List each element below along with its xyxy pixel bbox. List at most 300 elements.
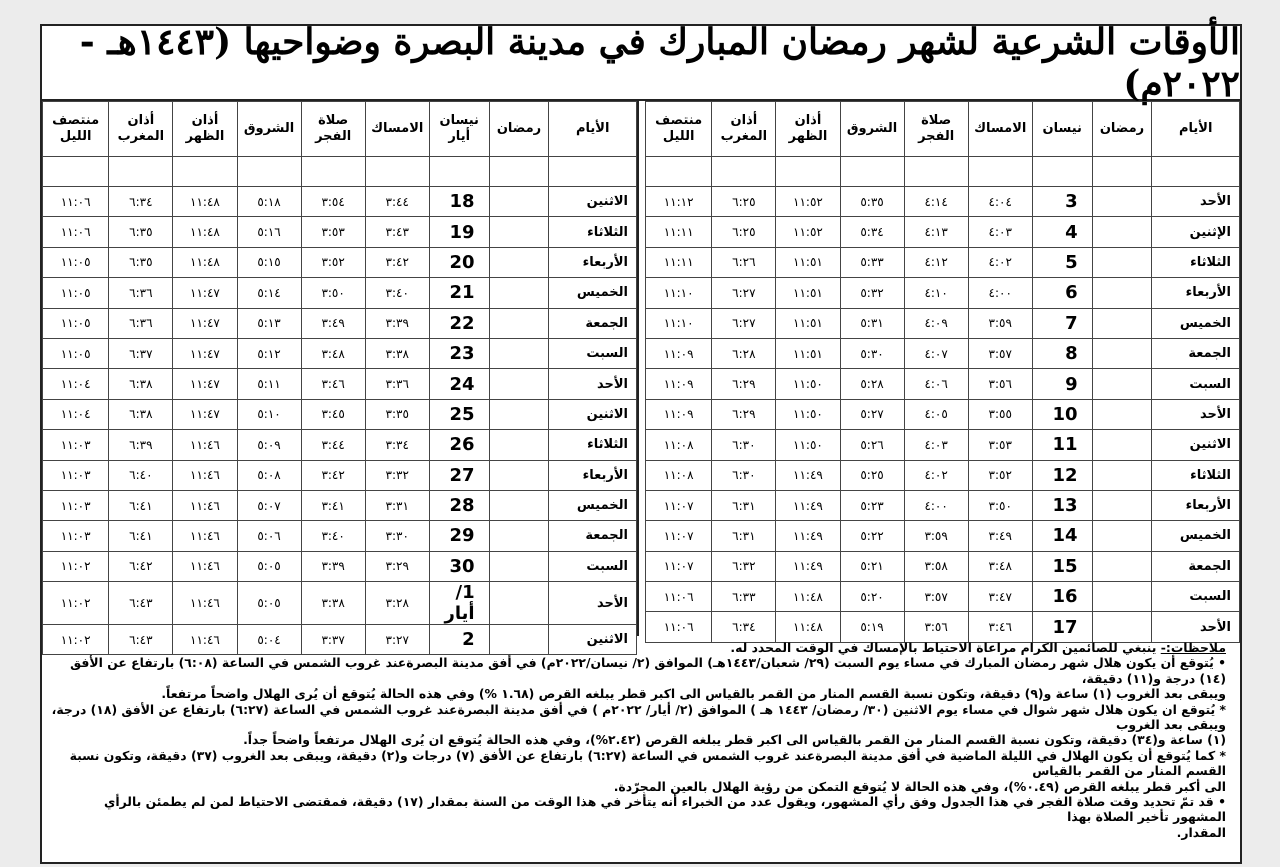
time-cell: ٣:٥٩ (904, 521, 968, 551)
date-cell: 25 (429, 399, 489, 429)
time-cell: ٣:٤٨ (301, 338, 365, 368)
ramadan-cell (489, 308, 549, 338)
time-cell: ١١:١١ (646, 217, 712, 247)
time-cell: ٣:٤٢ (365, 247, 429, 277)
time-cell: ٣:٥٣ (301, 217, 365, 247)
time-cell: ٦:٣٩ (109, 430, 173, 460)
right-table-header-8: منتصف الليل (646, 102, 712, 157)
time-cell: ١١:٠٥ (43, 338, 109, 368)
right-table-header-0: الأيام (1152, 102, 1240, 157)
table-cell (237, 157, 301, 187)
time-cell: ٦:٢٩ (712, 399, 776, 429)
time-cell: ١١:٠٧ (646, 551, 712, 581)
day-cell: الثلاثاء (1152, 247, 1240, 277)
time-cell: ٣:٥٠ (968, 490, 1032, 520)
notes-line-0: ينبغي للصائمين الكرام مراعاة الاحتياط بالإمساك في الوقت المحدد له. (730, 640, 1157, 655)
table-row (43, 187, 637, 217)
ramadan-cell (489, 187, 549, 217)
time-cell: ٦:٣٤ (712, 612, 776, 642)
left-table-header-7: أذان المغرب (109, 102, 173, 157)
time-cell: ٣:٥٢ (301, 247, 365, 277)
day-cell: الإثنين (1152, 217, 1240, 247)
time-cell: ٣:٥٦ (904, 612, 968, 642)
date-cell: 23 (429, 338, 489, 368)
time-cell: ٣:٤٧ (968, 582, 1032, 612)
left-table-body (43, 157, 637, 655)
table-cell (109, 157, 173, 187)
time-cell: ٦:٢٧ (712, 308, 776, 338)
time-cell: ١١:٠٣ (43, 460, 109, 490)
table-row (646, 338, 1240, 368)
time-cell: ١١:١٠ (646, 308, 712, 338)
table-cell (968, 157, 1032, 187)
table-row (646, 551, 1240, 581)
ramadan-cell (1092, 430, 1152, 460)
day-cell: الأربعاء (1152, 278, 1240, 308)
table-cell (43, 157, 109, 187)
table-row (646, 430, 1240, 460)
table-cell (840, 157, 904, 187)
time-cell: ١١:٤٩ (776, 551, 840, 581)
time-cell: ٣:٣١ (365, 490, 429, 520)
left-table-header-2: نيسان أيار (429, 102, 489, 157)
table-row (43, 278, 637, 308)
table-row (43, 399, 637, 429)
time-cell: ٥:٠٥ (237, 551, 301, 581)
left-table-header-row (43, 102, 637, 157)
date-cell: 29 (429, 521, 489, 551)
left-table-header-4: صلاة الفجر (301, 102, 365, 157)
date-cell: 9 (1032, 369, 1092, 399)
ramadan-cell (1092, 308, 1152, 338)
date-cell: 26 (429, 430, 489, 460)
table-row (646, 187, 1240, 217)
notes-line-6: الى أكبر قطر يبلغه القرص (٠.٤٩%)، وفي هذه الحالة لا يُتوقع التمكن من رؤية الهلال بالعين المجرّدة. (613, 778, 1226, 794)
time-cell: ١١:٤٧ (173, 399, 237, 429)
time-cell: ٦:٤١ (109, 490, 173, 520)
table-row (646, 612, 1240, 642)
ramadan-cell (1092, 278, 1152, 308)
day-cell: السبت (549, 338, 637, 368)
time-cell: ١١:٤٦ (173, 430, 237, 460)
time-cell: ٦:٢٩ (712, 369, 776, 399)
left-table-header-8: منتصف الليل (43, 102, 109, 157)
time-cell: ٤:٠٢ (968, 247, 1032, 277)
ramadan-cell (1092, 521, 1152, 551)
ramadan-cell (1092, 247, 1152, 277)
time-cell: ٦:٣٣ (712, 582, 776, 612)
time-cell: ٥:٠٥ (237, 582, 301, 625)
time-cell: ١١:٠٧ (646, 521, 712, 551)
ramadan-cell (489, 460, 549, 490)
table-row (646, 490, 1240, 520)
time-cell: ٥:١٣ (237, 308, 301, 338)
time-cell: ١١:٤٦ (173, 460, 237, 490)
time-cell: ٦:٣٥ (109, 217, 173, 247)
time-cell: ٦:٢٨ (712, 338, 776, 368)
table-cell (1092, 157, 1152, 187)
right-table-header-7: أذان المغرب (712, 102, 776, 157)
notes-section (42, 636, 1240, 840)
ramadan-cell (489, 521, 549, 551)
table-cell (489, 157, 549, 187)
time-cell: ٤:١٤ (904, 187, 968, 217)
table-row (43, 308, 637, 338)
time-cell: ١١:٠٤ (43, 399, 109, 429)
time-cell: ١١:٠٣ (43, 521, 109, 551)
time-cell: ٥:٠٨ (237, 460, 301, 490)
date-cell: 7 (1032, 308, 1092, 338)
time-cell: ٥:٣٠ (840, 338, 904, 368)
right-table-header-6: أذان الظهر (776, 102, 840, 157)
ramadan-cell (1092, 369, 1152, 399)
table-row (43, 625, 637, 655)
day-cell: السبت (1152, 369, 1240, 399)
day-cell: الجمعة (1152, 551, 1240, 581)
ramadan-cell (489, 399, 549, 429)
time-cell: ٣:٣٧ (301, 625, 365, 655)
table-row (646, 369, 1240, 399)
time-cell: ٣:٣٩ (301, 551, 365, 581)
date-cell: 5 (1032, 247, 1092, 277)
time-cell: ٣:٤٣ (365, 217, 429, 247)
notes-heading: ملاحظات:- (1160, 640, 1226, 655)
table-row (43, 490, 637, 520)
ramadan-cell (1092, 187, 1152, 217)
time-cell: ٣:٢٩ (365, 551, 429, 581)
table-cell (776, 157, 840, 187)
day-cell: الجمعة (1152, 338, 1240, 368)
time-cell: ٥:١٢ (237, 338, 301, 368)
time-cell: ١١:٤٨ (173, 247, 237, 277)
time-cell: ١١:٠٢ (43, 551, 109, 581)
time-cell: ٣:٢٧ (365, 625, 429, 655)
table-cell (429, 157, 489, 187)
time-cell: ١١:١١ (646, 247, 712, 277)
time-cell: ٥:١٦ (237, 217, 301, 247)
time-cell: ٥:١٨ (237, 187, 301, 217)
table-row (43, 551, 637, 581)
notes-line-2: ويبقى بعد الغروب (١) ساعة و(٩) دقيقة، وتكون نسبة القسم المنار من القمر بالقياس الى اكبر قطر يبلغه القرص (١.٦٨ %) وفي هذه الحالة يُتوقع أن يُرى الهلال واضحاً مرتفعاً. (161, 686, 1226, 702)
ramadan-cell (1092, 551, 1152, 581)
left-table-header-5: الشروق (237, 102, 301, 157)
date-cell: 27 (429, 460, 489, 490)
time-cell: ١١:٠٦ (43, 187, 109, 217)
time-cell: ٦:٣١ (712, 490, 776, 520)
day-cell: الاثنين (549, 625, 637, 655)
time-cell: ٥:١٠ (237, 399, 301, 429)
table-row (646, 278, 1240, 308)
right-table-header-row (646, 102, 1240, 157)
time-cell: ١١:٤٨ (776, 612, 840, 642)
time-cell: ٣:٥٠ (301, 278, 365, 308)
date-cell: 21 (429, 278, 489, 308)
day-cell: الجمعة (549, 521, 637, 551)
time-cell: ١١:٠٧ (646, 490, 712, 520)
date-cell: 22 (429, 308, 489, 338)
day-cell: الأحد (1152, 399, 1240, 429)
table-cell (365, 157, 429, 187)
time-cell: ٦:٣٢ (712, 551, 776, 581)
time-cell: ٥:١٥ (237, 247, 301, 277)
time-cell: ١١:٠٦ (43, 217, 109, 247)
ramadan-cell (489, 430, 549, 460)
time-cell: ٣:٤٠ (301, 521, 365, 551)
table-row (43, 217, 637, 247)
time-cell: ١١:٠٨ (646, 430, 712, 460)
right-table-blank-row (646, 157, 1240, 187)
time-cell: ١١:٠٢ (43, 582, 109, 625)
table-cell (1032, 157, 1092, 187)
notes-line-1: • يُتوقع أن يكون هلال شهر رمضان المبارك في مساء يوم السبت (٢٩/ شعبان/١٤٤٣هـ) الموافق (٢/ نيسان/٢٠٢٢م) في أفق مدينة البصرةعند غروب الشمس في الساعة (٦:٠٨) بارتفاع عن الأفق (١٤) درجة و(١١) دقيقة، (70, 655, 1226, 686)
time-cell: ١١:٤٩ (776, 521, 840, 551)
table-row (43, 460, 637, 490)
time-cell: ٦:٢٦ (712, 247, 776, 277)
time-cell: ٦:٤٢ (109, 551, 173, 581)
time-cell: ٦:٣٥ (109, 247, 173, 277)
table-row (646, 247, 1240, 277)
date-cell: 2 (429, 625, 489, 655)
table-row (646, 582, 1240, 612)
day-cell: الأربعاء (549, 247, 637, 277)
table-cell (173, 157, 237, 187)
ramadan-cell (1092, 217, 1152, 247)
time-cell: ٥:١٩ (840, 612, 904, 642)
time-cell: ١١:٤٨ (776, 582, 840, 612)
left-timetable (42, 101, 637, 655)
date-cell: 28 (429, 490, 489, 520)
time-cell: ٦:٣٧ (109, 338, 173, 368)
time-cell: ١١:٤٦ (173, 625, 237, 655)
time-cell: ٥:٣١ (840, 308, 904, 338)
time-cell: ١١:٥١ (776, 247, 840, 277)
time-cell: ٣:٣٨ (365, 338, 429, 368)
time-cell: ١١:١٢ (646, 187, 712, 217)
time-cell: ١١:٤٨ (173, 217, 237, 247)
ramadan-cell (489, 247, 549, 277)
notes-line-5: * كما يُتوقع أن يكون الهلال في الليلة الماضية في أفق مدينة البصرةعند غروب الشمس في الساعة (٦:٢٧) بارتفاع عن الأفق (٧) درجات و(٢) دقيقة، ويبقى بعد الغروب (٣٧) دقيقة، وتكون نسبة القسم المنار من القمر بالقياس (69, 747, 1226, 779)
time-cell: ١١:٤٧ (173, 369, 237, 399)
time-cell: ١١:٠٩ (646, 399, 712, 429)
time-cell: ٦:٤٣ (109, 582, 173, 625)
date-cell: 3 (1032, 187, 1092, 217)
ramadan-cell (1092, 490, 1152, 520)
time-cell: ٥:٢٢ (840, 521, 904, 551)
time-cell: ٦:٢٥ (712, 187, 776, 217)
time-cell: ٣:٤٩ (968, 521, 1032, 551)
time-cell: ١١:٤٧ (173, 338, 237, 368)
time-cell: ٣:٥٦ (968, 369, 1032, 399)
ramadan-cell (489, 278, 549, 308)
table-cell (1152, 157, 1240, 187)
time-cell: ٤:١٠ (904, 278, 968, 308)
ramadan-cell (489, 490, 549, 520)
time-cell: ١١:٤٦ (173, 582, 237, 625)
date-cell: 6 (1032, 278, 1092, 308)
time-cell: ١١:٠٣ (43, 430, 109, 460)
time-cell: ١١:٠٤ (43, 369, 109, 399)
time-cell: ٦:٢٥ (712, 217, 776, 247)
time-cell: ٣:٤٤ (301, 430, 365, 460)
time-cell: ٣:٥٩ (968, 308, 1032, 338)
right-table-header-2: نيسان (1032, 102, 1092, 157)
time-cell: ٥:٢٥ (840, 460, 904, 490)
notes-line-7: • قد تمّ تحديد وقت صلاة الفجر في هذا الجدول وفق رأي المشهور، ويقول عدد من الخبراء أنه يتأخر في هذا الوقت من السنة بمقدار (١٧) دقيقة، فمقتضى الاحتياط لمن لم يطمئن بالرأي المشهور تأخير الصلاة بهذا (104, 794, 1226, 825)
time-cell: ١١:٠٣ (43, 490, 109, 520)
time-cell: ٤:٠٢ (904, 460, 968, 490)
notes-line-4: (١) ساعة و(٣٤) دقيقة، وتكون نسبة القسم المنار من القمر بالقياس الى اكبر قطر يبلغه القرص (٢.٤٢%)، وفي هذه الحالة يُتوقع ان يُرى الهلال مرتفعاً واضحاً جداً. (243, 732, 1226, 748)
time-cell: ٦:٣٠ (712, 460, 776, 490)
date-cell: 20 (429, 247, 489, 277)
left-table-header-3: الامساك (365, 102, 429, 157)
time-cell: ١١:٠٢ (43, 625, 109, 655)
page-title: الأوقات الشرعية لشهر رمضان المبارك في مدينة البصرة وضواحيها (١٤٤٣هـ - ٢٠٢٢م) (42, 26, 1240, 101)
table-row (646, 521, 1240, 551)
table-cell (301, 157, 365, 187)
time-cell: ١١:٥١ (776, 338, 840, 368)
time-cell: ٥:٣٤ (840, 217, 904, 247)
ramadan-cell (489, 582, 549, 625)
time-cell: ٥:٠٤ (237, 625, 301, 655)
ramadan-cell (1092, 612, 1152, 642)
day-cell: الخميس (1152, 521, 1240, 551)
day-cell: السبت (549, 551, 637, 581)
date-cell: 30 (429, 551, 489, 581)
time-cell: ٣:٣٤ (365, 430, 429, 460)
time-cell: ٤:٠٠ (968, 278, 1032, 308)
time-cell: ١١:٠٥ (43, 308, 109, 338)
left-table-header-6: أذان الظهر (173, 102, 237, 157)
time-cell: ٦:٤١ (109, 521, 173, 551)
time-cell: ١١:٤٨ (173, 187, 237, 217)
time-cell: ٣:٤٩ (301, 308, 365, 338)
ramadan-cell (1092, 582, 1152, 612)
time-cell: ٥:٢٠ (840, 582, 904, 612)
table-cell (646, 157, 712, 187)
table-cell (712, 157, 776, 187)
time-cell: ٣:٤٠ (365, 278, 429, 308)
schedule-sheet (40, 20, 1242, 864)
time-cell: ١١:٠٩ (646, 338, 712, 368)
day-cell: الأحد (1152, 612, 1240, 642)
time-cell: ٦:٣٠ (712, 430, 776, 460)
ramadan-cell (1092, 460, 1152, 490)
time-cell: ٦:٣٨ (109, 369, 173, 399)
time-cell: ٤:٠٩ (904, 308, 968, 338)
time-cell: ٥:١١ (237, 369, 301, 399)
date-cell: 10 (1032, 399, 1092, 429)
table-row (43, 369, 637, 399)
time-cell: ٤:٠٣ (904, 430, 968, 460)
right-table-header-1: رمضان (1092, 102, 1152, 157)
date-cell: 15 (1032, 551, 1092, 581)
time-cell: ٦:٤٠ (109, 460, 173, 490)
time-cell: ٣:٣٠ (365, 521, 429, 551)
day-cell: الجمعة (549, 308, 637, 338)
time-cell: ٣:٥٣ (968, 430, 1032, 460)
day-cell: السبت (1152, 582, 1240, 612)
time-cell: ١١:٠٥ (43, 247, 109, 277)
right-table-body (646, 157, 1240, 643)
time-cell: ٣:٥٧ (904, 582, 968, 612)
table-row (43, 430, 637, 460)
time-cell: ٥:٣٥ (840, 187, 904, 217)
time-cell: ١١:١٠ (646, 278, 712, 308)
ramadan-cell (489, 338, 549, 368)
time-cell: ٥:٣٣ (840, 247, 904, 277)
time-cell: ١١:٤٦ (173, 521, 237, 551)
left-table-header-0: الأيام (549, 102, 637, 157)
table-row (646, 308, 1240, 338)
day-cell: الأحد (549, 369, 637, 399)
table-cell (904, 157, 968, 187)
left-table-panel (42, 101, 639, 651)
day-cell: الخميس (549, 278, 637, 308)
time-cell: ٥:٣٢ (840, 278, 904, 308)
time-cell: ٤:٠٧ (904, 338, 968, 368)
time-cell: ١١:٠٦ (646, 582, 712, 612)
day-cell: الأحد (1152, 187, 1240, 217)
time-cell: ١١:٠٥ (43, 278, 109, 308)
left-table-blank-row (43, 157, 637, 187)
time-cell: ١١:٥٢ (776, 217, 840, 247)
time-cell: ١١:٥١ (776, 308, 840, 338)
time-cell: ٥:٠٩ (237, 430, 301, 460)
time-cell: ٣:٣٢ (365, 460, 429, 490)
time-cell: ٣:٤٤ (365, 187, 429, 217)
day-cell: الثلاثاء (549, 217, 637, 247)
time-cell: ٣:٥٢ (968, 460, 1032, 490)
notes-line-8: المقدار. (1176, 824, 1226, 840)
time-cell: ٣:٤٥ (301, 399, 365, 429)
time-cell: ١١:٥٠ (776, 399, 840, 429)
notes-line-3: * يُتوقع ان يكون هلال شهر شوال في مساء يوم الاثنين (٣٠/ رمضان/ ١٤٤٣ هـ ) الموافق (٢/ أيار/ ٢٠٢٢م ) في أفق مدينة البصرةعند غروب الشمس في الساعة (٦:٢٧) بارتفاع عن الأفق (١٨) درجة، ويبقى بعد الغروب (51, 701, 1226, 733)
time-cell: ٤:٠٤ (968, 187, 1032, 217)
time-cell: ٣:٣٩ (365, 308, 429, 338)
time-cell: ٤:٠٦ (904, 369, 968, 399)
time-cell: ٣:٥٥ (968, 399, 1032, 429)
ramadan-cell (489, 369, 549, 399)
time-cell: ١١:٤٩ (776, 490, 840, 520)
time-cell: ١١:٤٧ (173, 308, 237, 338)
time-cell: ١١:٠٨ (646, 460, 712, 490)
day-cell: الأربعاء (1152, 490, 1240, 520)
time-cell: ٦:٣٦ (109, 308, 173, 338)
day-cell: الاثنين (549, 187, 637, 217)
time-cell: ٦:٣١ (712, 521, 776, 551)
time-cell: ١١:٥٠ (776, 430, 840, 460)
table-row (646, 399, 1240, 429)
time-cell: ٣:٣٥ (365, 399, 429, 429)
time-cell: ٦:٣٦ (109, 278, 173, 308)
right-table-panel (645, 101, 1240, 636)
right-table-header-5: الشروق (840, 102, 904, 157)
time-cell: ٤:٠٠ (904, 490, 968, 520)
time-cell: ٣:٤٦ (301, 369, 365, 399)
day-cell: الخميس (549, 490, 637, 520)
ramadan-cell (1092, 399, 1152, 429)
time-cell: ٥:٢١ (840, 551, 904, 581)
time-cell: ٣:٤٨ (968, 551, 1032, 581)
date-cell: 19 (429, 217, 489, 247)
date-cell: 11 (1032, 430, 1092, 460)
table-row (646, 217, 1240, 247)
date-cell: 12 (1032, 460, 1092, 490)
time-cell: ٣:٢٨ (365, 582, 429, 625)
right-table-header-3: الامساك (968, 102, 1032, 157)
date-cell: 4 (1032, 217, 1092, 247)
time-cell: ٣:٤١ (301, 490, 365, 520)
